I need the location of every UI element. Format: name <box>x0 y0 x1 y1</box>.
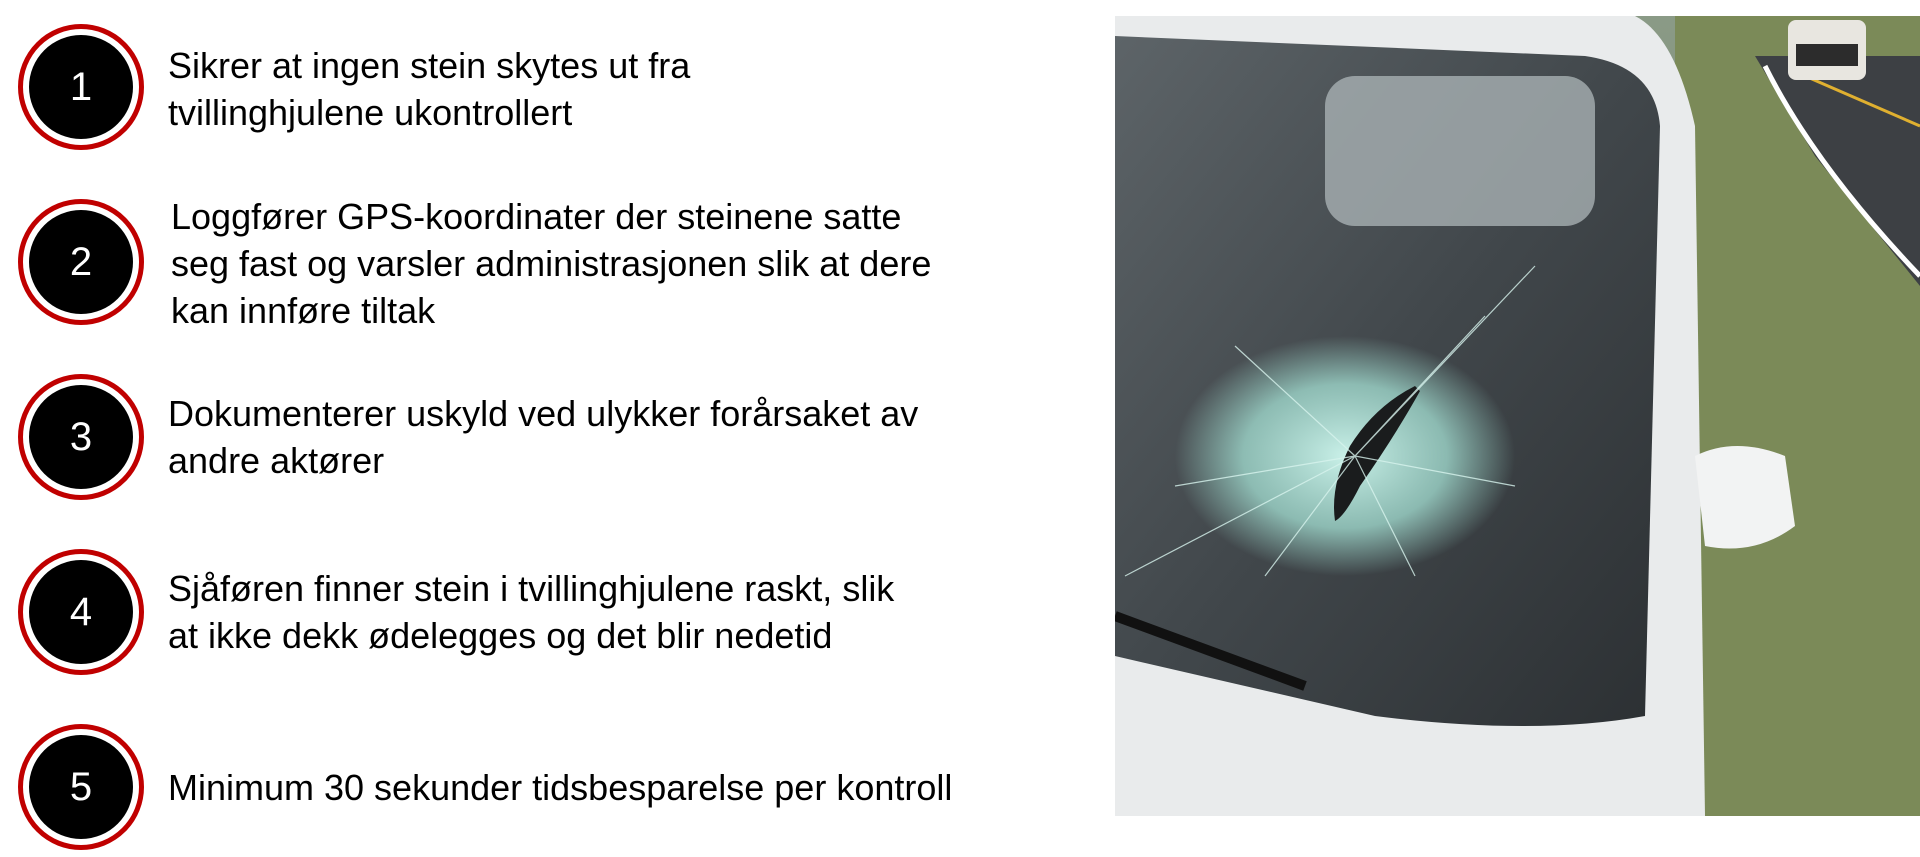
photo-illustration <box>1115 16 1920 816</box>
benefit-text: Sikrer at ingen stein skytes ut fra tvillinghjulene ukontrollert <box>168 45 691 133</box>
number-badge <box>18 24 144 150</box>
number-badge-label: 1 <box>29 35 133 139</box>
benefit-text: Loggfører GPS-koordinater der steinene satte seg fast og varsler administrasjonen slik at dere kan innføre tiltak <box>171 196 932 331</box>
number-badge <box>18 199 144 325</box>
benefit-text: Sjåføren finner stein i tvillinghjulene raskt, slik at ikke dekk ødelegges og det blir nedetid <box>168 568 895 656</box>
number-badge-label: 2 <box>29 210 133 314</box>
number-badge-label: 3 <box>29 385 133 489</box>
number-badge <box>18 549 144 675</box>
number-badge <box>18 374 144 500</box>
cracked-windshield-photo <box>1115 16 1920 816</box>
number-badge-label: 5 <box>29 735 133 839</box>
number-badge <box>18 724 144 850</box>
number-badge-label: 4 <box>29 560 133 664</box>
benefit-text: Dokumenterer uskyld ved ulykker forårsaket av andre aktører <box>168 393 919 481</box>
benefit-text: Minimum 30 sekunder tidsbesparelse per kontroll <box>168 767 953 808</box>
